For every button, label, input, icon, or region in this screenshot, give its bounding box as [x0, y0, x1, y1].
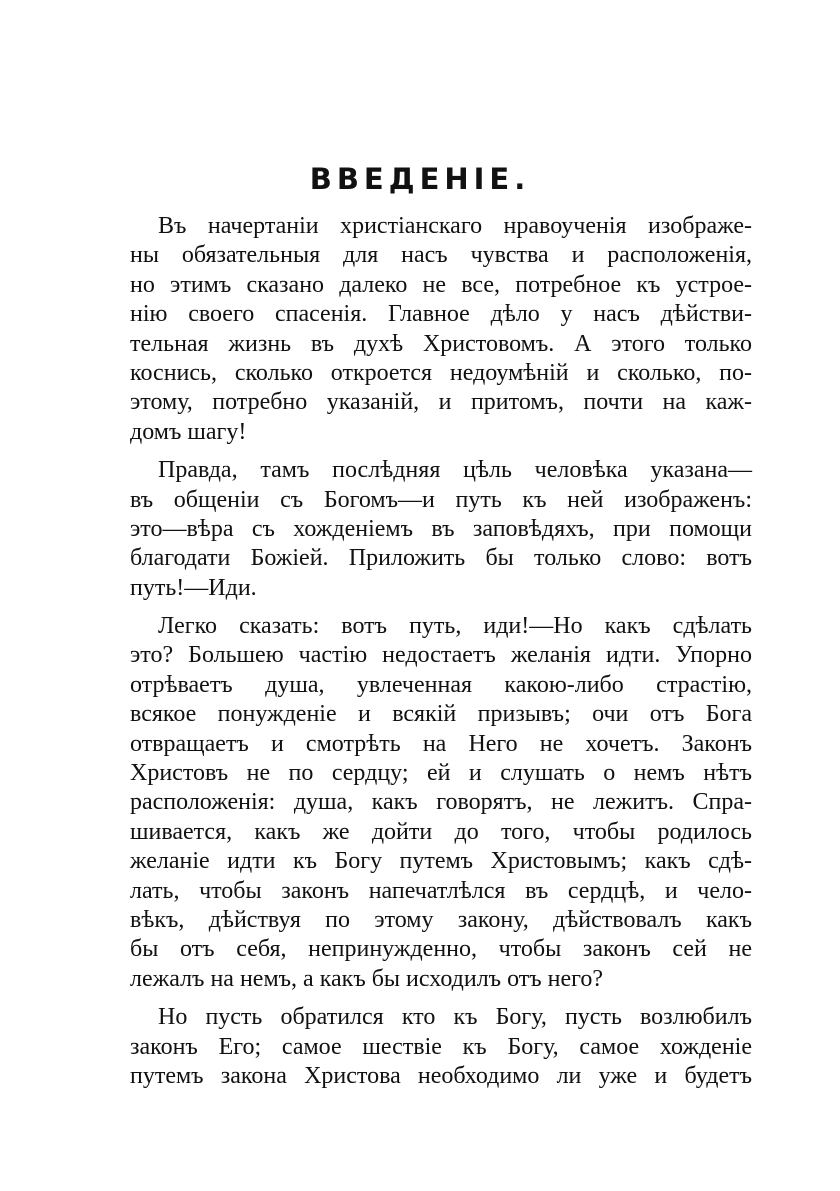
body-text	[130, 212, 752, 1091]
text-line: Въ начертаніи христіанскаго нравоученія изображе-	[158, 213, 752, 239]
text-line: Но пусть обратился кто къ Богу, пусть возлюбилъ	[158, 1004, 752, 1031]
text-line: отвращаетъ и смотрѣть на Него не хочетъ. Законъ	[130, 730, 752, 757]
text-line: Христовъ не по сердцу; ей и слушать о немъ нѣтъ	[130, 760, 752, 787]
text-line: этому, потребно указаній, и притомъ, почти на каж-	[130, 389, 752, 416]
text-line: коснись, сколько откроется недоумѣній и сколько, по-	[130, 359, 752, 386]
text-line: это? Большею частію недостаетъ желанія идти. Упорно	[130, 642, 752, 669]
text-line: домъ шагу!	[130, 418, 247, 445]
text-line: вѣкъ, дѣйствуя по этому закону, дѣйствовалъ какъ	[130, 906, 752, 933]
text-line: это—вѣра съ хожденіемъ въ заповѣдяхъ, при помощи	[130, 515, 752, 542]
text-line: всякое понужденіе и всякій призывъ; очи отъ Бога	[130, 701, 752, 728]
text-line: нію своего спасенія. Главное дѣло у насъ дѣйстви-	[130, 301, 752, 328]
chapter-title: ВВЕДЕНІЕ.	[309, 162, 531, 196]
text-line: лать, чтобы законъ напечатлѣлся въ сердцѣ, и чело-	[130, 877, 752, 904]
paragraph-gap	[130, 447, 752, 456]
text-line: благодати Божіей. Приложить бы только слово: вотъ	[130, 545, 752, 572]
text-line: расположенія: душа, какъ говорятъ, не лежитъ. Спра-	[130, 789, 752, 816]
paragraph	[130, 456, 752, 603]
text-line: путемъ закона Христова необходимо ли уже и будетъ	[130, 1062, 752, 1089]
paragraph	[130, 212, 752, 447]
text-line: ны обязательныя для насъ чувства и расположенія,	[130, 242, 752, 269]
text-line: отрѣваетъ душа, увлеченная какою-либо страстію,	[130, 671, 752, 698]
paragraph-gap	[130, 603, 752, 612]
text-line: лежалъ на немъ, а какъ бы исходилъ отъ него?	[130, 965, 604, 992]
text-line: Правда, тамъ послѣдняя цѣль человѣка указана—	[158, 457, 752, 484]
text-line: тельная жизнь въ духѣ Христовомъ. А этого только	[130, 330, 752, 357]
text-line: въ общеніи съ Богомъ—и путь къ ней изображенъ:	[130, 486, 752, 513]
paragraph	[130, 1003, 752, 1091]
paragraph	[130, 612, 752, 994]
text-line: бы отъ себя, непринужденно, чтобы законъ сей не	[130, 936, 752, 963]
text-line: Легко сказать: вотъ путь, иди!—Но какъ сдѣлать	[158, 613, 752, 640]
text-line: шивается, какъ же дойти до того, чтобы родилось	[130, 818, 752, 845]
text-line: законъ Его; самое шествіе къ Богу, самое хожденіе	[130, 1033, 752, 1060]
text-line: путь!—Иди.	[130, 574, 257, 601]
text-line: но этимъ сказано далеко не все, потребное къ устрое-	[130, 271, 752, 298]
paragraph-gap	[130, 994, 752, 1003]
text-line: желаніе идти къ Богу путемъ Христовымъ; какъ сдѣ-	[130, 848, 752, 875]
